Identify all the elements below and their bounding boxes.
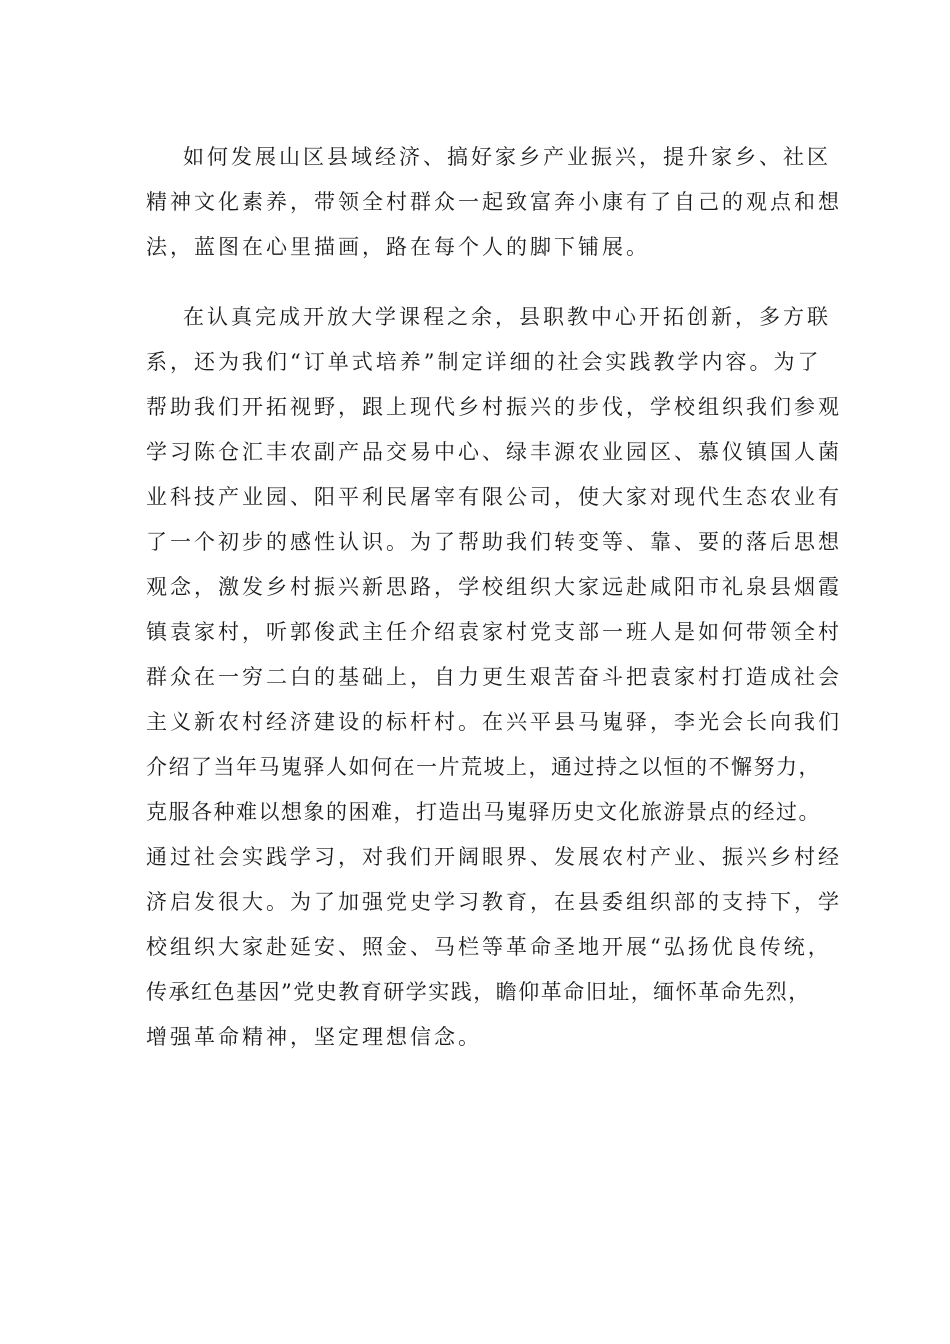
- paragraph-line: 校组织大家赴延安、照金、马栏等革命圣地开展“弘扬优良传统，: [146, 935, 832, 959]
- paragraph-line: 精神文化素养，带领全村群众一起致富奔小康有了自己的观点和想: [146, 190, 842, 214]
- paragraph-line: 帮助我们开拓视野，跟上现代乡村振兴的步伐，学校组织我们参观: [146, 395, 842, 419]
- paragraph-line: 传承红色基因”党史教育研学实践，瞻仰革命旧址，缅怀革命先烈，: [146, 980, 811, 1004]
- paragraph-line: 法，蓝图在心里描画，路在每个人的脚下铺展。: [146, 235, 650, 259]
- paragraph-2: [146, 295, 842, 1060]
- paragraph-line: 克服各种难以想象的困难，打造出马嵬驿历史文化旅游景点的经过。: [146, 800, 821, 824]
- paragraph-line: 学习陈仓汇丰农副产品交易中心、绿丰源农业园区、慕仪镇国人菌: [146, 440, 842, 464]
- paragraph-line: 了一个初步的感性认识。为了帮助我们转变等、靠、要的落后思想: [146, 530, 842, 554]
- paragraph-line: 济启发很大。为了加强党史学习教育，在县委组织部的支持下，学: [146, 890, 842, 914]
- paragraph-1: [146, 135, 842, 270]
- paragraph-line: 主义新农村经济建设的标杆村。在兴平县马嵬驿，李光会长向我们: [146, 710, 842, 734]
- paragraph-line: 系，还为我们“订单式培养”制定详细的社会实践教学内容。为了: [146, 350, 822, 374]
- paragraph-line: 增强革命精神，坚定理想信念。: [146, 1025, 482, 1049]
- paragraph-line: 群众在一穷二白的基础上，自力更生艰苦奋斗把袁家村打造成社会: [146, 665, 842, 689]
- paragraph-line: 介绍了当年马嵬驿人如何在一片荒坡上，通过持之以恒的不懈努力，: [146, 755, 821, 779]
- paragraph-line: 观念，激发乡村振兴新思路，学校组织大家远赴咸阳市礼泉县烟霞: [146, 575, 842, 599]
- paragraph-line: 在认真完成开放大学课程之余，县职教中心开拓创新，多方联: [183, 305, 831, 329]
- paragraph-line: 如何发展山区县域经济、搞好家乡产业振兴，提升家乡、社区: [183, 145, 831, 169]
- paragraph-line: 业科技产业园、阳平利民屠宰有限公司，使大家对现代生态农业有: [146, 485, 842, 509]
- paragraph-line: 通过社会实践学习，对我们开阔眼界、发展农村产业、振兴乡村经: [146, 845, 842, 869]
- paragraph-line: 镇袁家村，听郭俊武主任介绍袁家村党支部一班人是如何带领全村: [146, 620, 842, 644]
